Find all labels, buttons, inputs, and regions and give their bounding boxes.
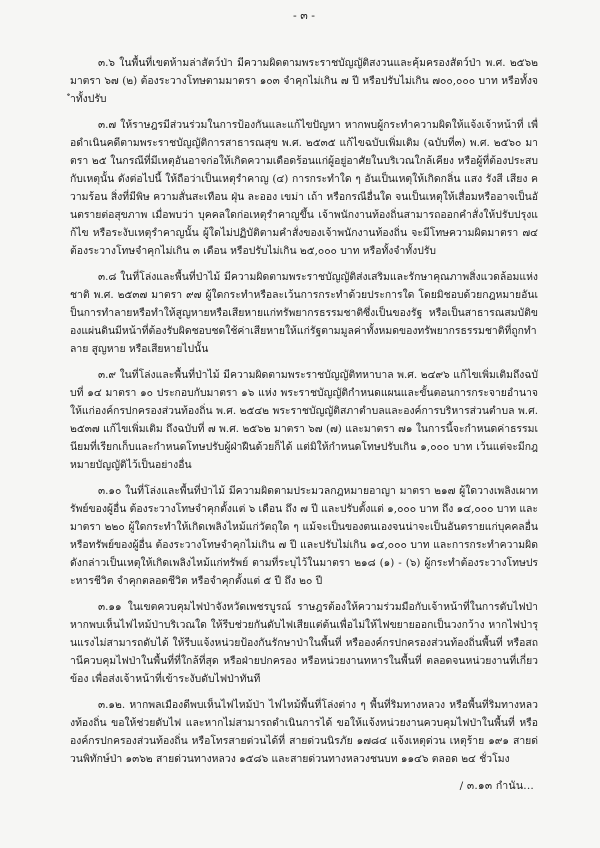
page-number: - ๓ - — [293, 9, 315, 22]
paragraph-3-11: ๓.๑๑ ในเขตควบคุมไฟป่าจังหวัดเพชรบูรณ์ ราษฎรต้องให้ความร่วมมือกับเจ้าหน้าที่ในการดับไฟป่า หากพบเห็นไฟไหม้ป่าบริเวณใด ให้รีบช่วยกันดับไฟเสียแต่ต้นเพื่อไม่ให้ไฟขยายออกเป็นวงกว้าง หากไฟป่ารุนแรงไม่สามารถดับได้ ให้รีบแจ้งหน่วยป้องกันรักษาป่าในพื้นที่ หรือองค์กรปกครองส่วนท้องถิ่นพื้นที่ หรือสถานีควบคุมไฟป่าในพื้นที่ที่ใกล้ที่สุด หรือฝ่ายปกครอง หรือหน่วยงานทหารในพื้นที่ ตลอดจนหน่วยงานที่เกี่ยวข้อง เพื่อส่งเจ้าหน้าที่เข้าระงับดับไฟป่าทันที — [70, 601, 538, 685]
paragraph-3-9: ๓.๙ ในที่โล่งและพื้นที่ป่าไม้ มีความผิดตามพระราชบัญญัติทหาบาล พ.ศ. ๒๔๙๖ แก้ไขเพิ่มเติมถึงฉบับที่ ๑๔ มาตรา ๑๐ ประกอบกับมาตรา ๑๖ แห่ง พระราชบัญญัติกำหนดแผนและขั้นตอนการกระจายอำนาจให้แก่องค์กรปกครองส่วนท้องถิ่น พ.ศ. ๒๕๔๒ พระราชบัญญัติสภาตำบลและองค์การบริหารส่วนตำบล พ.ศ. ๒๕๓๗ แก้ไขเพิ่มเติม ถึงฉบับที่ ๗ พ.ศ. ๒๕๖๒ มาตรา ๖๗ (๗) และมาตรา ๗๑ ในการนี้จะกำหนดค่าธรรมเนียมที่เรียกเก็บและกำหนดโทษปรับผู้ฝ่าฝืนด้วยก็ได้ แต่มิให้กำหนดโทษปรับเกิน ๑,๐๐๐ บาท เว้นแต่จะมีกฎหมายบัญญัติไว้เป็นอย่างอื่น — [70, 369, 538, 471]
paragraph-3-6: ๓.๖ ในพื้นที่เขตห้ามล่าสัตว์ป่า มีความผิดตามพระราชบัญญัติสงวนและคุ้มครองสัตว์ป่า พ.ศ. ๒๕๖๒ มาตรา ๖๗ (๒) ต้องระวางโทษตามมาตรา ๑๐๓ จำคุกไม่เกิน ๗ ปี หรือปรับไม่เกิน ๗๐๐,๐๐๐ บาท หรือทั้งจำทั้งปรับ — [70, 57, 538, 105]
continuation-marker: / ๓.๑๓ กำนัน... — [459, 780, 534, 792]
paragraph-3-7: ๓.๗ ให้ราษฎรมีส่วนร่วมในการป้องกันและแก้ไขปัญหา หากพบผู้กระทำความผิดให้แจ้งเจ้าหน้าที่ เพื่อดำเนินคดีตามพระราชบัญญัติการสาธารณสุข พ.ศ. ๒๕๓๕ แก้ไขฉบับเพิ่มเติม (ฉบับที่๓) พ.ศ. ๒๕๖๐ มาตรา ๒๕ ในกรณีที่มีเหตุอันอาจก่อให้เกิดความเดือดร้อนแก่ผู้อยู่อาศัยในบริเวณใกล้เคียง หรือผู้ที่ต้องประสบกับเหตุนั้น ดังต่อไปนี้ ให้ถือว่าเป็นเหตุรำคาญ (๔) การกระทำใด ๆ อันเป็นเหตุให้เกิดกลิ่น แสง รังสี เสียง ความร้อน สิ่งที่มีพิษ ความสั่นสะเทือน ฝุ่น ละออง เขม่า เถ้า หรือกรณีอื่นใด จนเป็นเหตุให้เสื่อมหรืออาจเป็นอันตรายต่อสุขภาพ เมื่อพบว่า บุคคลใดก่อเหตุรำคาญขึ้น เจ้าพนักงานท้องถิ่นสามารถออกคำสั่งให้ปรับปรุงแก้ไข หรือระงับเหตุรำคาญนั้น ผู้ใดไม่ปฏิบัติตามคำสั่งของเจ้าพนักงานท้องถิ่น จะมีโทษความผิดมาตรา ๗๔ ต้องระวางโทษจำคุกไม่เกิน ๓ เดือน หรือปรับไม่เกิน ๒๕,๐๐๐ บาท หรือทั้งจำทั้งปรับ — [70, 119, 538, 257]
paragraph-3-12: ๓.๑๒. หากพลเมืองดีพบเห็นไฟไหม้ป่า ไฟไหม้พื้นที่โล่งต่าง ๆ พื้นที่ริมทางหลวง หรือพื้นที่ริมทางหลวงท้องถิ่น ขอให้ช่วยดับไฟ และหากไม่สามารถดำเนินการได้ ขอให้แจ้งหน่วยงานควบคุมไฟป่าในพื้นที่ หรือองค์กรปกครองส่วนท้องถิ่น หรือโทรสายด่วนได้ที่ สายด่วนนิรภัย ๑๗๘๔ แจ้งเหตุด่วน เหตุร้าย ๑๙๑ สายด่วนพิทักษ์ป่า ๑๓๖๒ สายด่วนทางหลวง ๑๕๘๖ และสายด่วนทางหลวงชนบท ๑๑๔๖ ตลอด ๒๔ ชั่วโมง — [70, 699, 538, 765]
paragraph-3-8: ๓.๘ ในที่โล่งและพื้นที่ป่าไม้ มีความผิดตามพระราชบัญญัติส่งเสริมและรักษาคุณภาพสิ่งแวดล้อมแห่งชาติ พ.ศ. ๒๕๓๗ มาตรา ๙๗ ผู้ใดกระทำหรือละเว้นการกระทำด้วยประการใด โดยมิชอบด้วยกฎหมายอันเป็นการทำลายหรือทำให้สูญหายหรือเสียหายแก่ทรัพยากรธรรมชาติซึ่งเป็นของรัฐ หรือเป็นสาธารณสมบัติของแผ่นดินมีหน้าที่ต้องรับผิดชอบชดใช้ค่าเสียหายให้แก่รัฐตามมูลค่าทั้งหมดของทรัพยากรธรรมชาติที่ถูกทำลาย สูญหาย หรือเสียหายไปนั้น — [70, 271, 538, 355]
paragraph-3-10: ๓.๑๐ ในที่โล่งและพื้นที่ป่าไม้ มีความผิดตามประมวลกฎหมายอาญา มาตรา ๒๑๗ ผู้ใดวางเพลิงเผาทรัพย์ของผู้อื่น ต้องระวางโทษจำคุกตั้งแต่ ๖ เดือน ถึง ๗ ปี และปรับตั้งแต่ ๑,๐๐๐ บาท ถึง ๑๔,๐๐๐ บาท และมาตรา ๒๒๐ ผู้ใดกระทำให้เกิดเพลิงไหม้แก่วัตถุใด ๆ แม้จะเป็นของตนเองจนน่าจะเป็นอันตรายแก่บุคคลอื่นหรือทรัพย์ของผู้อื่น ต้องระวางโทษจำคุกไม่เกิน ๗ ปี และปรับไม่เกิน ๑๔,๐๐๐ บาท และการกระทำความผิดดังกล่าวเป็นเหตุให้เกิดเพลิงไหม้แก่ทรัพย์ ตามที่ระบุไว้ในมาตรา ๒๑๘ (๑) - (๖) ผู้กระทำต้องระวางโทษประหารชีวิต จำคุกตลอดชีวิต หรือจำคุกตั้งแต่ ๕ ปี ถึง ๒๐ ปี — [70, 485, 538, 587]
